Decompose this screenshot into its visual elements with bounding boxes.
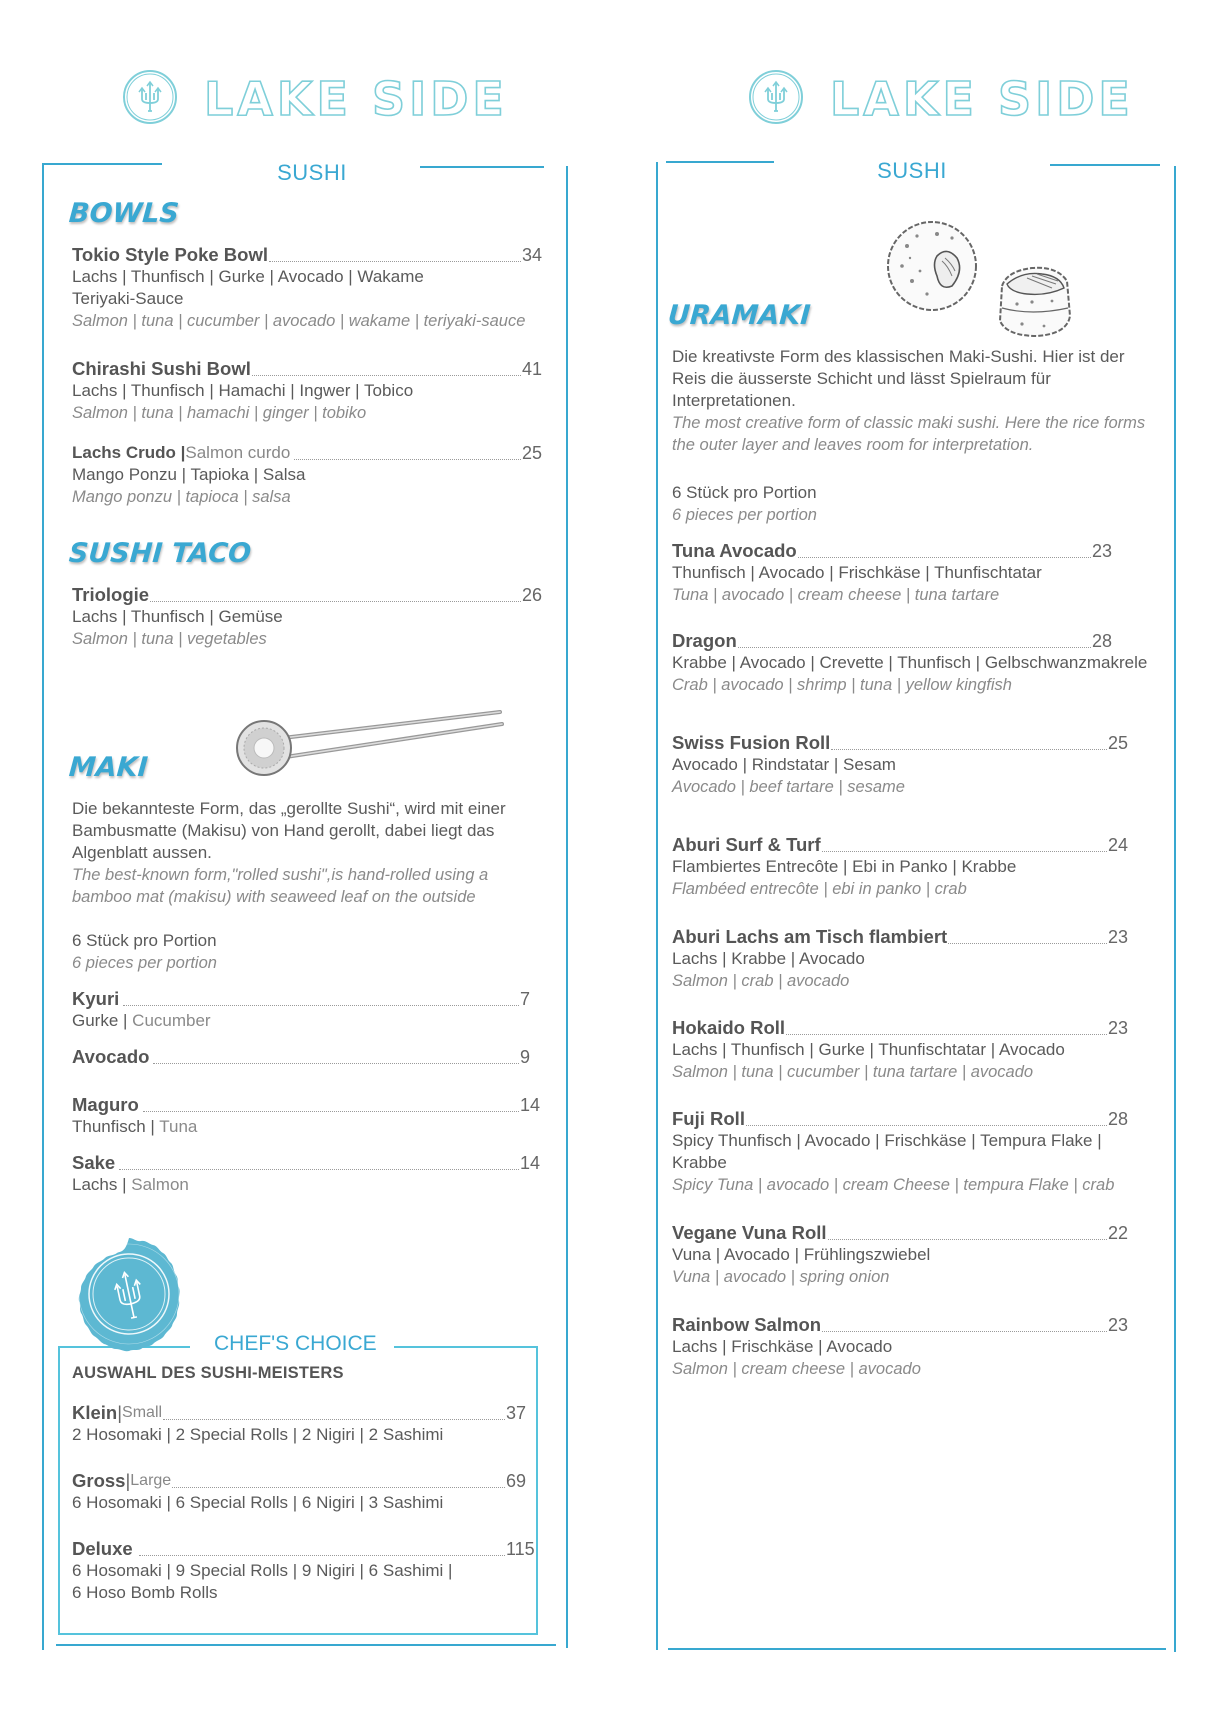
brand-logo bbox=[122, 62, 508, 132]
dotted-leader bbox=[828, 1239, 1107, 1240]
dotted-leader bbox=[822, 851, 1107, 852]
item-description-de: Spicy Thunfisch | Avocado | Frischkäse | Tempura Flake | bbox=[672, 1131, 1102, 1150]
item-description-en: Salmon | tuna | hamachi | ginger | tobiko bbox=[72, 404, 367, 422]
dotted-leader bbox=[252, 375, 521, 376]
item-description-de: 6 Hosomaki | 9 Special Rolls | 9 Nigiri | 6 Sashimi | bbox=[72, 1561, 453, 1580]
item-description-en: Salmon | crab | avocado bbox=[672, 972, 850, 990]
item-description-de: 6 Hoso Bomb Rolls bbox=[72, 1583, 218, 1602]
item-description-en: Cucumber bbox=[127, 1011, 211, 1030]
item-price: 25 bbox=[1107, 733, 1128, 753]
item-description-de: Teriyaki-Sauce bbox=[72, 289, 184, 308]
maki-description-en: The best-known form,"rolled sushi",is hand-rolled using a bamboo mat (makisu) with seaweed leaf on the outside bbox=[72, 866, 489, 906]
dotted-leader bbox=[150, 601, 521, 602]
dotted-leader bbox=[123, 1005, 519, 1006]
item-name: Tuna Avocado bbox=[672, 540, 797, 561]
frame-line bbox=[1050, 164, 1160, 166]
sushi-chopsticks-illustration bbox=[230, 708, 510, 778]
item-name: Klein bbox=[72, 1402, 118, 1423]
frame-line bbox=[42, 163, 44, 1650]
item-description-en: Spicy Tuna | avocado | cream Cheese | tempura Flake | crab bbox=[672, 1176, 1115, 1194]
item-description-en: Tuna bbox=[154, 1117, 198, 1136]
item-description-de: 6 Hosomaki | 6 Special Rolls | 6 Nigiri | 3 Sashimi bbox=[72, 1493, 444, 1512]
uramaki-rolls-illustration bbox=[882, 216, 1082, 346]
left-menu-panel bbox=[42, 160, 570, 1650]
menu-item bbox=[72, 244, 542, 332]
separator: | bbox=[125, 1470, 131, 1491]
item-description-en: Salmon | tuna | vegetables bbox=[72, 630, 267, 648]
item-description-de: Lachs | Frischkäse | Avocado bbox=[672, 1337, 893, 1356]
item-name: Chirashi Sushi Bowl bbox=[72, 358, 251, 379]
item-description-en: Salmon bbox=[126, 1175, 189, 1194]
menu-item bbox=[672, 1222, 1128, 1288]
item-price: 26 bbox=[521, 585, 542, 605]
menu-item bbox=[72, 1046, 542, 1068]
item-description-de: Avocado | Rindstatar | Sesam bbox=[672, 755, 896, 774]
menu-item bbox=[72, 358, 542, 424]
item-price: 22 bbox=[1107, 1223, 1128, 1243]
dotted-leader bbox=[822, 1331, 1107, 1332]
item-name: Kyuri bbox=[72, 988, 120, 1009]
dotted-leader bbox=[798, 557, 1091, 558]
item-price: 34 bbox=[521, 245, 542, 265]
trident-badge-icon bbox=[64, 1230, 194, 1360]
dotted-leader bbox=[143, 1111, 519, 1112]
separator: | bbox=[117, 1402, 123, 1423]
menu-item bbox=[72, 1470, 536, 1514]
frame-line bbox=[668, 1648, 1166, 1650]
chefs-choice-subtitle: AUSWAHL DES SUSHI-MEISTERS bbox=[72, 1364, 344, 1382]
item-name: Gross bbox=[72, 1470, 126, 1491]
dotted-leader bbox=[831, 749, 1107, 750]
panel-title: SUSHI bbox=[877, 158, 947, 183]
dotted-leader bbox=[163, 1419, 505, 1420]
item-name: Swiss Fusion Roll bbox=[672, 732, 831, 753]
portion-info-de: 6 Stück pro Portion bbox=[672, 483, 817, 502]
item-price: 28 bbox=[1107, 1109, 1128, 1129]
item-description-de: Lachs | Thunfisch | Gurke | Thunfischtatar | Avocado bbox=[672, 1040, 1065, 1059]
item-price: 23 bbox=[1107, 927, 1128, 947]
item-price: 23 bbox=[1091, 541, 1112, 561]
chefs-choice-title: CHEF'S CHOICE bbox=[214, 1332, 377, 1355]
brand-logo bbox=[748, 62, 1134, 132]
item-description-de: Lachs | Krabbe | Avocado bbox=[672, 949, 865, 968]
dotted-leader bbox=[172, 1487, 505, 1488]
item-description-de: Flambiertes Entrecôte | Ebi in Panko | Krabbe bbox=[672, 857, 1017, 876]
frame-line bbox=[420, 166, 544, 168]
dotted-leader bbox=[269, 261, 521, 262]
item-price: 23 bbox=[1107, 1315, 1128, 1335]
panel-title: SUSHI bbox=[277, 160, 347, 185]
item-price: 25 bbox=[521, 443, 542, 463]
menu-item bbox=[672, 1017, 1128, 1083]
item-description-de: Lachs | Thunfisch | Hamachi | Ingwer | Tobico bbox=[72, 381, 414, 400]
menu-item bbox=[672, 630, 1148, 696]
item-name: Triologie bbox=[72, 584, 150, 605]
item-description-de: Mango Ponzu | Tapioka | Salsa bbox=[72, 465, 306, 484]
item-name: Deluxe bbox=[72, 1538, 133, 1559]
item-description-de: Krabbe bbox=[672, 1153, 727, 1172]
trident-icon bbox=[748, 69, 804, 125]
item-name-translation: Large bbox=[130, 1472, 172, 1489]
item-description-en: Vuna | avocado | spring onion bbox=[672, 1268, 890, 1286]
frame-line bbox=[566, 166, 568, 1648]
dotted-leader bbox=[738, 647, 1091, 648]
item-description-en: Flambéed entrecôte | ebi in panko | crab bbox=[672, 880, 967, 898]
item-price: 9 bbox=[520, 1047, 531, 1067]
item-price: 23 bbox=[1107, 1018, 1128, 1038]
uramaki-description-en: The most creative form of classic maki sushi. Here the rice forms the outer layer and leaves room for interpretation. bbox=[672, 414, 1146, 454]
item-description-en: Tuna | avocado | cream cheese | tuna tartare bbox=[672, 586, 1000, 604]
item-name-translation: Salmon curdo bbox=[185, 443, 291, 462]
item-name: Fuji Roll bbox=[672, 1108, 745, 1129]
portion-info-en: 6 pieces per portion bbox=[672, 506, 817, 524]
section-heading-maki: MAKI bbox=[67, 752, 149, 783]
menu-item bbox=[72, 1538, 536, 1604]
item-description-en: Salmon | cream cheese | avocado bbox=[672, 1360, 921, 1378]
svg-text:LAKE SIDE: LAKE SIDE bbox=[830, 72, 1134, 126]
menu-item bbox=[672, 1314, 1128, 1380]
menu-item bbox=[672, 1108, 1128, 1196]
dotted-leader bbox=[119, 1169, 519, 1170]
brand-wordmark bbox=[830, 72, 1134, 126]
section-heading-sushi-taco: SUSHI TACO bbox=[67, 538, 253, 569]
item-description-de: Lachs | Thunfisch | Gurke | Avocado | Wakame bbox=[72, 267, 424, 286]
frame-line bbox=[394, 1346, 538, 1348]
frame-line bbox=[44, 163, 162, 165]
item-name: Avocado bbox=[72, 1046, 150, 1067]
frame-line bbox=[656, 162, 658, 1650]
menu-item bbox=[72, 1094, 542, 1138]
item-name: Rainbow Salmon bbox=[672, 1314, 822, 1335]
trident-icon bbox=[122, 69, 178, 125]
item-price: 37 bbox=[506, 1403, 527, 1423]
item-description-de: Krabbe | Avocado | Crevette | Thunfisch | Gelbschwanzmakrele bbox=[672, 653, 1148, 672]
item-price: 24 bbox=[1107, 835, 1128, 855]
item-name: Lachs Crudo | bbox=[72, 443, 186, 462]
item-description-de: Lachs | bbox=[72, 1175, 127, 1194]
item-name: Dragon bbox=[672, 630, 737, 651]
frame-line bbox=[56, 1644, 556, 1646]
item-description-de: Thunfisch | bbox=[72, 1117, 155, 1136]
menu-item bbox=[72, 1152, 542, 1196]
item-name: Hokaido Roll bbox=[672, 1017, 786, 1038]
dotted-leader bbox=[139, 1555, 505, 1556]
menu-item bbox=[672, 732, 1128, 798]
menu-item bbox=[72, 1402, 536, 1446]
section-heading-bowls: BOWLS bbox=[67, 198, 181, 229]
item-description-de: Lachs | Thunfisch | Gemüse bbox=[72, 607, 283, 626]
menu-item bbox=[72, 442, 542, 508]
item-name: Tokio Style Poke Bowl bbox=[72, 244, 269, 265]
item-price: 41 bbox=[521, 359, 542, 379]
menu-item bbox=[72, 988, 542, 1032]
frame-line bbox=[666, 161, 774, 163]
dotted-leader bbox=[746, 1125, 1107, 1126]
item-price: 14 bbox=[520, 1153, 541, 1173]
frame-line bbox=[1174, 166, 1176, 1652]
item-name-translation: Small bbox=[122, 1404, 163, 1421]
item-description-en: Crab | avocado | shrimp | tuna | yellow kingfish bbox=[672, 676, 1012, 694]
item-description-de: Gurke | bbox=[72, 1011, 128, 1030]
item-description-de: 2 Hosomaki | 2 Special Rolls | 2 Nigiri | 2 Sashimi bbox=[72, 1425, 444, 1444]
item-name: Sake bbox=[72, 1152, 116, 1173]
item-name: Aburi Lachs am Tisch flambiert bbox=[672, 926, 948, 947]
item-name: Vegane Vuna Roll bbox=[672, 1222, 827, 1243]
item-description-en: Avocado | beef tartare | sesame bbox=[672, 778, 905, 796]
menu-item bbox=[672, 834, 1128, 900]
dotted-leader bbox=[786, 1034, 1107, 1035]
menu-item bbox=[672, 926, 1128, 992]
item-description-en: Salmon | tuna | cucumber | avocado | wakame | teriyaki-sauce bbox=[72, 312, 526, 330]
item-name: Aburi Surf & Turf bbox=[672, 834, 821, 855]
section-heading-uramaki: URAMAKI bbox=[666, 300, 812, 331]
svg-text:LAKE SIDE: LAKE SIDE bbox=[204, 72, 508, 126]
item-price: 14 bbox=[520, 1095, 541, 1115]
item-description-de: Thunfisch | Avocado | Frischkäse | Thunfischtatar bbox=[672, 563, 1042, 582]
menu-item bbox=[672, 540, 1112, 606]
right-menu-panel bbox=[656, 160, 1180, 1650]
maki-description-de: Die bekannteste Form, das „gerollte Sushi“, wird mit einer Bambusmatte (Makisu) von Hand gerollt, dabei liegt das Algenblatt aussen. bbox=[72, 799, 506, 862]
item-description-de: Vuna | Avocado | Frühlingszwiebel bbox=[672, 1245, 931, 1264]
brand-wordmark bbox=[204, 72, 508, 126]
item-price: 115 bbox=[506, 1539, 535, 1559]
dotted-leader bbox=[294, 459, 521, 460]
dotted-leader bbox=[153, 1063, 519, 1064]
portion-info-en: 6 pieces per portion bbox=[72, 954, 217, 972]
item-description-en: Salmon | tuna | cucumber | tuna tartare | avocado bbox=[672, 1063, 1034, 1081]
dotted-leader bbox=[948, 943, 1107, 944]
item-price: 28 bbox=[1091, 631, 1112, 651]
item-price: 7 bbox=[520, 989, 531, 1009]
item-price: 69 bbox=[506, 1471, 527, 1491]
item-description-en: Mango ponzu | tapioca | salsa bbox=[72, 488, 291, 506]
menu-item bbox=[72, 584, 542, 650]
portion-info-de: 6 Stück pro Portion bbox=[72, 931, 217, 950]
uramaki-description-de: Die kreativste Form des klassischen Maki-Sushi. Hier ist der Reis die äusserste Schicht und lässt Spielraum für Interpretationen. bbox=[672, 347, 1125, 410]
item-name: Maguro bbox=[72, 1094, 139, 1115]
